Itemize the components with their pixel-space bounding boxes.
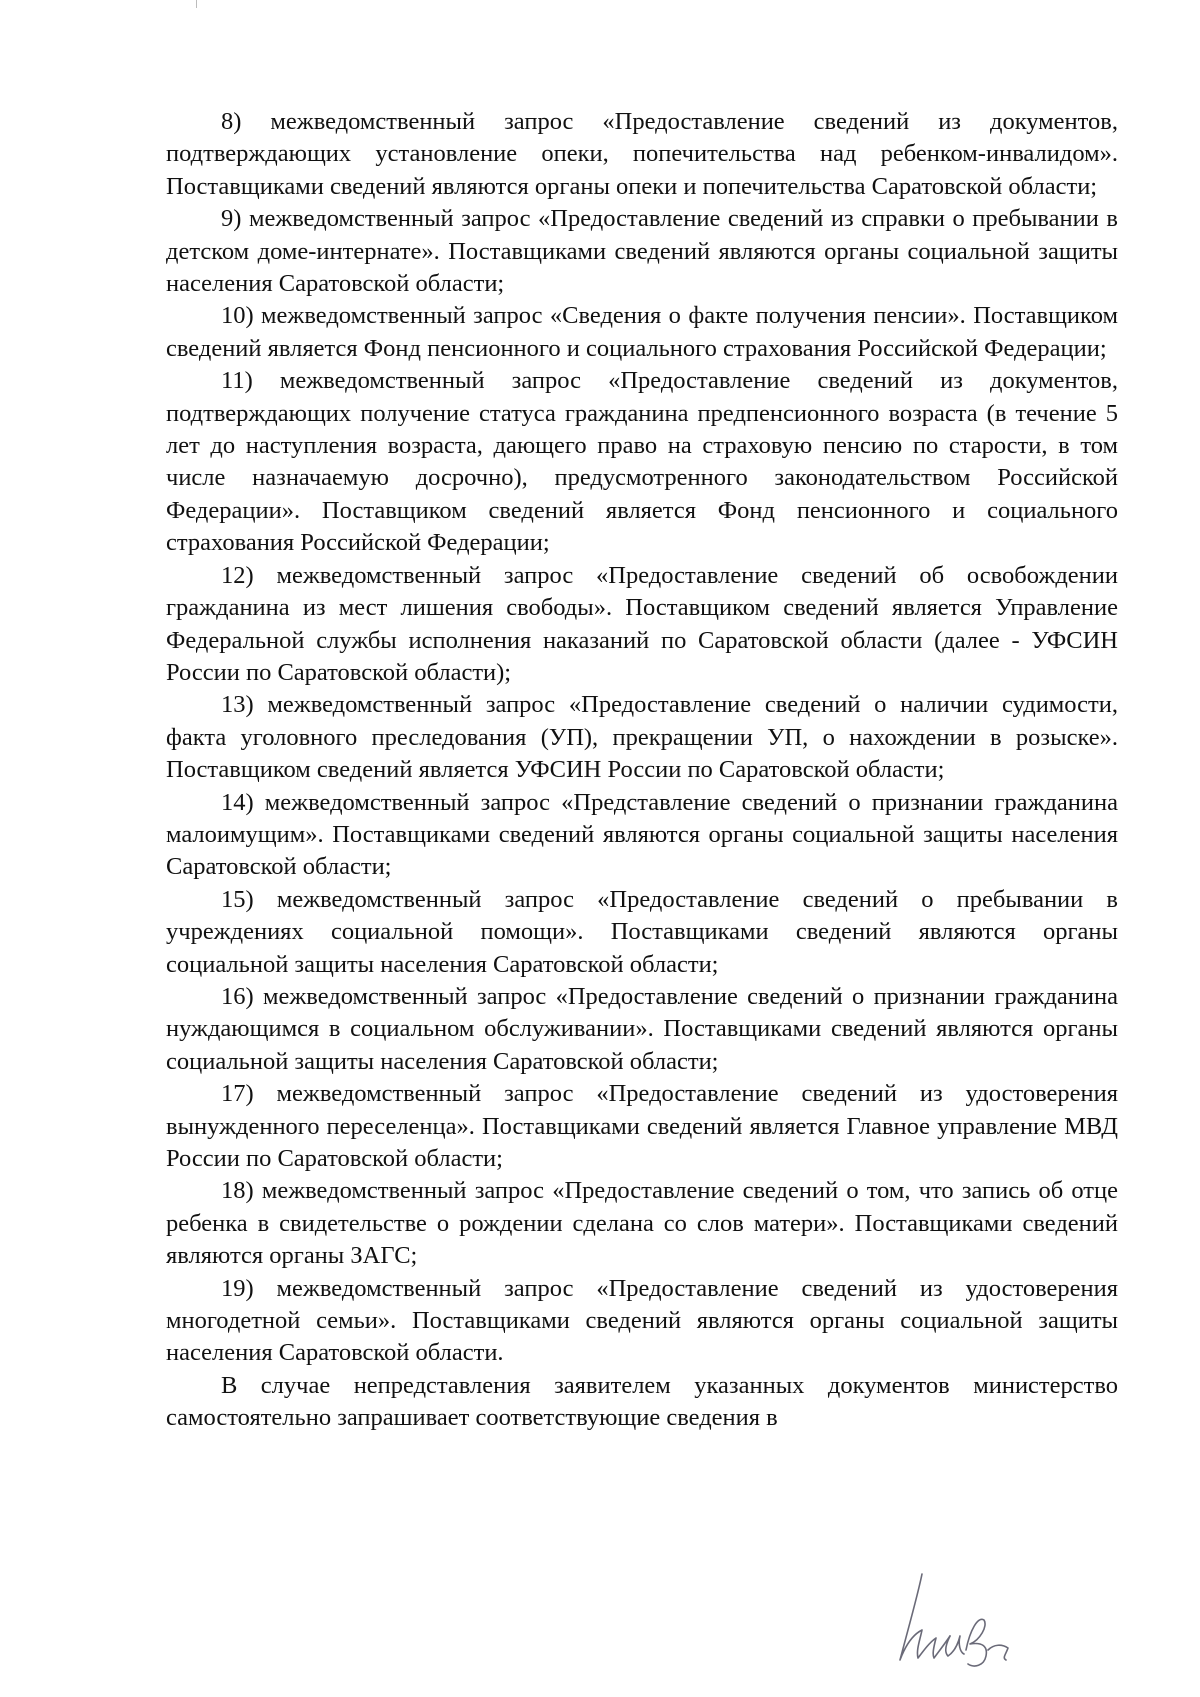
- scan-edge-mark: [196, 0, 197, 8]
- paragraph-item-15: 15) межведомственный запрос «Предоставление сведений о пребывании в учреждениях социальной помощи». Поставщиками сведений являются органы социальной защиты населения Саратовской области;: [166, 885, 1118, 978]
- paragraph-item-17: 17) межведомственный запрос «Предоставление сведений из удостоверения вынужденного переселенца». Поставщиками сведений является Главное управление МВД России по Саратовской области;: [166, 1080, 1118, 1172]
- paragraph-item-18: 18) межведомственный запрос «Предоставление сведений о том, что запись об отце ребенка в свидетельстве о рождении сделана со слов матери». Поставщиками сведений являются органы ЗАГС;: [166, 1177, 1118, 1270]
- paragraph-item-14: 14) межведомственный запрос «Представление сведений о признании гражданина малоимущим». Поставщиками сведений являются органы социальной защиты населения Саратовской области;: [166, 788, 1118, 881]
- paragraph-item-13: 13) межведомственный запрос «Предоставление сведений о наличии судимости, факта уголовного преследования (УП), прекращении УП, о нахождении в розыске». Поставщиком сведений является УФСИН России по Саратовской области;: [166, 691, 1118, 784]
- paragraph-item-8: 8) межведомственный запрос «Предоставление сведений из документов, подтверждающих установление опеки, попечительства над ребенком-инвалидом». Поставщиками сведений являются органы опеки и попечительства Саратовской области;: [166, 108, 1118, 200]
- handwritten-signature-icon: [870, 1560, 1020, 1670]
- document-body: [166, 106, 1118, 1435]
- paragraph-item-12: 12) межведомственный запрос «Предоставление сведений об освобождении гражданина из мест лишения свободы». Поставщиком сведений является Управление Федеральной службы исполнения наказаний по Саратовской области (далее - УФСИН России по Саратовской области);: [166, 561, 1118, 686]
- paragraph-item-11: 11) межведомственный запрос «Предоставление сведений из документов, подтверждающих получение статуса гражданина предпенсионного возраста (в течение 5 лет до наступления возраста, дающего право на страховую пенсию по старости, в том числе назначаемую досрочно), предусмотренного законодательством Российской Федерации». Поставщиком сведений является Фонд пенсионного и социального страхования Российской Федерации;: [166, 367, 1118, 557]
- paragraph-item-10: 10) межведомственный запрос «Сведения о факте получения пенсии». Поставщиком сведений является Фонд пенсионного и социального страхования Российской Федерации;: [166, 302, 1118, 362]
- paragraph-closing: В случае непредставления заявителем указанных документов министерство самостоятельно запрашивает соответствующие сведения в: [166, 1371, 1118, 1432]
- paragraph-item-19: 19) межведомственный запрос «Предоставление сведений из удостоверения многодетной семьи». Поставщиками сведений являются органы социальной защиты населения Саратовской области.: [166, 1274, 1118, 1367]
- paragraph-item-9: 9) межведомственный запрос «Предоставление сведений из справки о пребывании в детском доме-интернате». Поставщиками сведений являются органы социальной защиты населения Саратовской области;: [166, 205, 1118, 298]
- paragraph-item-16: 16) межведомственный запрос «Предоставление сведений о признании гражданина нуждающимся в социальном обслуживании». Поставщиками сведений являются органы социальной защиты населения Саратовской области;: [166, 982, 1118, 1075]
